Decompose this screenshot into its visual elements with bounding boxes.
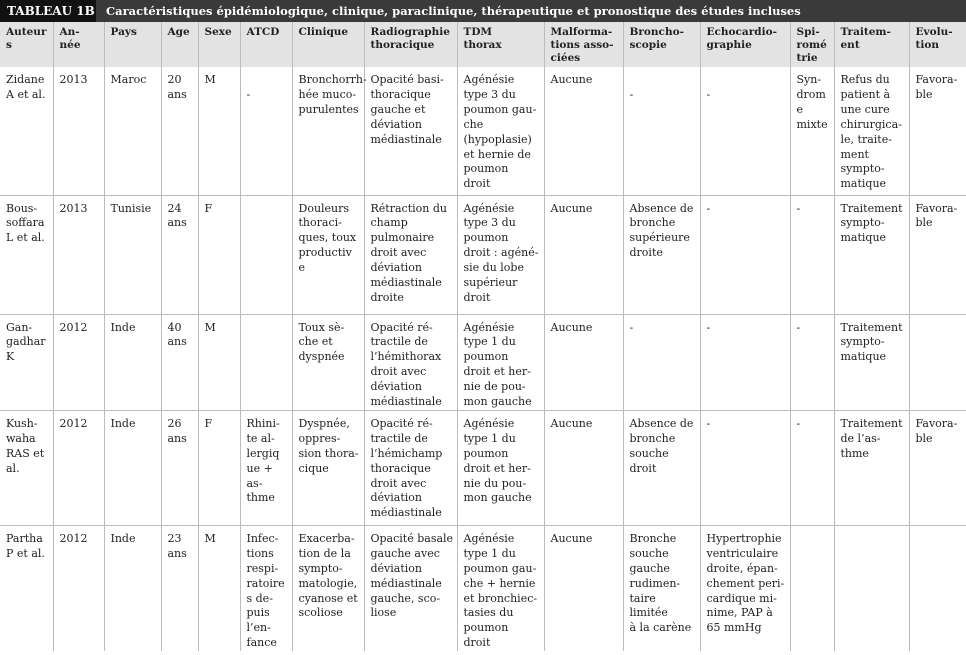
cell-evolution: Favora- ble (909, 67, 966, 195)
cell-radiographie: Rétraction du champ pulmonaire droit avec déviation médiastinale droite (364, 195, 457, 314)
cell-annee: 2012 (53, 525, 104, 651)
cell-evolution: Favora- ble (909, 410, 966, 525)
col-header-bronchoscopie: Broncho- scopie (623, 22, 700, 67)
table-row (0, 195, 966, 314)
cell-evolution: Favora- ble (909, 195, 966, 314)
cell-traitement: Traitement sympto- matique (834, 195, 909, 314)
cell-traitement: Traitement de l’as- thme (834, 410, 909, 525)
cell-pays: Maroc (104, 67, 161, 195)
cell-spirometrie: Syn- drom e mixte (790, 67, 834, 195)
cell-spirometrie (790, 525, 834, 651)
cell-sexe: F (198, 410, 240, 525)
cell-atcd: Infec- tions respi- ratoire s de- puis l’en- fance (240, 525, 292, 651)
cell-radiographie: Opacité basale gauche avec déviation médiastinale gauche, sco- liose (364, 525, 457, 651)
col-header-age: Age (161, 22, 198, 67)
cell-traitement: Traitement sympto- matique (834, 314, 909, 410)
col-header-atcd: ATCD (240, 22, 292, 67)
cell-atcd (240, 314, 292, 410)
cell-auteur: Gan- gadhar K (0, 314, 53, 410)
cell-malformations: Aucune (544, 195, 623, 314)
cell-clinique: Douleurs thoraci- ques, toux productiv e (292, 195, 364, 314)
cell-malformations: Aucune (544, 67, 623, 195)
cell-sexe: M (198, 525, 240, 651)
cell-age: 26 ans (161, 410, 198, 525)
col-header-clinique: Clinique (292, 22, 364, 67)
table-number: TABLEAU 1B (0, 0, 96, 22)
cell-age: 20 ans (161, 67, 198, 195)
cell-bronchoscopie: - (623, 314, 700, 410)
cell-clinique: Toux sè- che et dyspnée (292, 314, 364, 410)
cell-evolution (909, 314, 966, 410)
col-header-tdm: TDM thorax (457, 22, 544, 67)
cell-radiographie: Opacité ré- tractile de l’hémithorax droit avec déviation médiastinale (364, 314, 457, 410)
cell-echocardiographie: - (700, 195, 790, 314)
cell-bronchoscopie: Absence de bronche supérieure droite (623, 195, 700, 314)
cell-atcd: Rhini- te al- lergiq ue + as- thme (240, 410, 292, 525)
col-header-traitement: Traitem- ent (834, 22, 909, 67)
col-header-pays: Pays (104, 22, 161, 67)
cell-age: 24 ans (161, 195, 198, 314)
cell-bronchoscopie: Absence de bronche souche droit (623, 410, 700, 525)
col-header-spirometrie: Spi- romé trie (790, 22, 834, 67)
cell-evolution (909, 525, 966, 651)
cell-radiographie: Opacité ré- tractile de l’hémichamp thoracique droit avec déviation médiastinale (364, 410, 457, 525)
studies-table (0, 22, 966, 651)
cell-sexe: M (198, 67, 240, 195)
cell-tdm: Agénésie type 3 du poumon droit : agéné- sie du lobe supérieur droit (457, 195, 544, 314)
cell-tdm: Agénésie type 1 du poumon droit et her- nie de pou- mon gauche (457, 314, 544, 410)
table-row (0, 410, 966, 525)
cell-tdm: Agénésie type 1 du poumon gau- che + hernie et bronchiec- tasies du poumon droit (457, 525, 544, 651)
cell-spirometrie: - (790, 314, 834, 410)
cell-sexe: M (198, 314, 240, 410)
cell-traitement (834, 525, 909, 651)
cell-clinique: Dyspnée, oppres- sion thora- cique (292, 410, 364, 525)
header-row (0, 22, 966, 67)
cell-pays: Inde (104, 525, 161, 651)
cell-pays: Tunisie (104, 195, 161, 314)
cell-pays: Inde (104, 314, 161, 410)
cell-annee: 2012 (53, 410, 104, 525)
cell-tdm: Agénésie type 3 du poumon gau- che (hypoplasie) et hernie de poumon droit (457, 67, 544, 195)
cell-tdm: Agénésie type 1 du poumon droit et her- nie du pou- mon gauche (457, 410, 544, 525)
cell-echocardiographie: - (700, 314, 790, 410)
cell-bronchoscopie: - (623, 67, 700, 195)
table-title-bar (0, 0, 966, 22)
cell-clinique: Exacerba- tion de la sympto- matologie, cyanose et scoliose (292, 525, 364, 651)
cell-age: 40 ans (161, 314, 198, 410)
cell-auteur: Bous- soffara L et al. (0, 195, 53, 314)
cell-pays: Inde (104, 410, 161, 525)
cell-malformations: Aucune (544, 525, 623, 651)
cell-annee: 2013 (53, 67, 104, 195)
cell-annee: 2012 (53, 314, 104, 410)
cell-auteur: Kush- waha RAS et al. (0, 410, 53, 525)
table-row (0, 67, 966, 195)
col-header-echocardiographie: Echocardio- graphie (700, 22, 790, 67)
cell-annee: 2013 (53, 195, 104, 314)
cell-echocardiographie: Hypertrophie ventriculaire droite, épan- chement peri- cardique mi- nime, PAP à 65 mmHg (700, 525, 790, 651)
cell-clinique: Bronchorrh- hée muco- purulentes (292, 67, 364, 195)
cell-spirometrie: - (790, 195, 834, 314)
cell-atcd: - (240, 67, 292, 195)
table-row (0, 525, 966, 651)
cell-malformations: Aucune (544, 314, 623, 410)
col-header-annee: An- née (53, 22, 104, 67)
cell-spirometrie: - (790, 410, 834, 525)
cell-atcd (240, 195, 292, 314)
cell-age: 23 ans (161, 525, 198, 651)
cell-malformations: Aucune (544, 410, 623, 525)
cell-sexe: F (198, 195, 240, 314)
col-header-sexe: Sexe (198, 22, 240, 67)
cell-bronchoscopie: Bronche souche gauche rudimen- taire limitée à la carène (623, 525, 700, 651)
cell-auteur: Zidane A et al. (0, 67, 53, 195)
cell-echocardiographie: - (700, 410, 790, 525)
col-header-malformations: Malforma- tions asso- ciées (544, 22, 623, 67)
col-header-radiographie: Radiographie thoracique (364, 22, 457, 67)
cell-radiographie: Opacité basi- thoracique gauche et déviation médiastinale (364, 67, 457, 195)
cell-traitement: Refus du patient à une cure chirurgica- le, traite- ment sympto- matique (834, 67, 909, 195)
cell-echocardiographie: - (700, 67, 790, 195)
col-header-evolution: Evolu- tion (909, 22, 966, 67)
cell-auteur: Partha P et al. (6, 531, 45, 560)
table-row (0, 314, 966, 410)
table-title: Caractéristiques épidémiologique, clinique, paraclinique, thérapeutique et pronostique des études incluses (106, 4, 801, 18)
col-header-auteur: Auteur s (0, 22, 53, 67)
